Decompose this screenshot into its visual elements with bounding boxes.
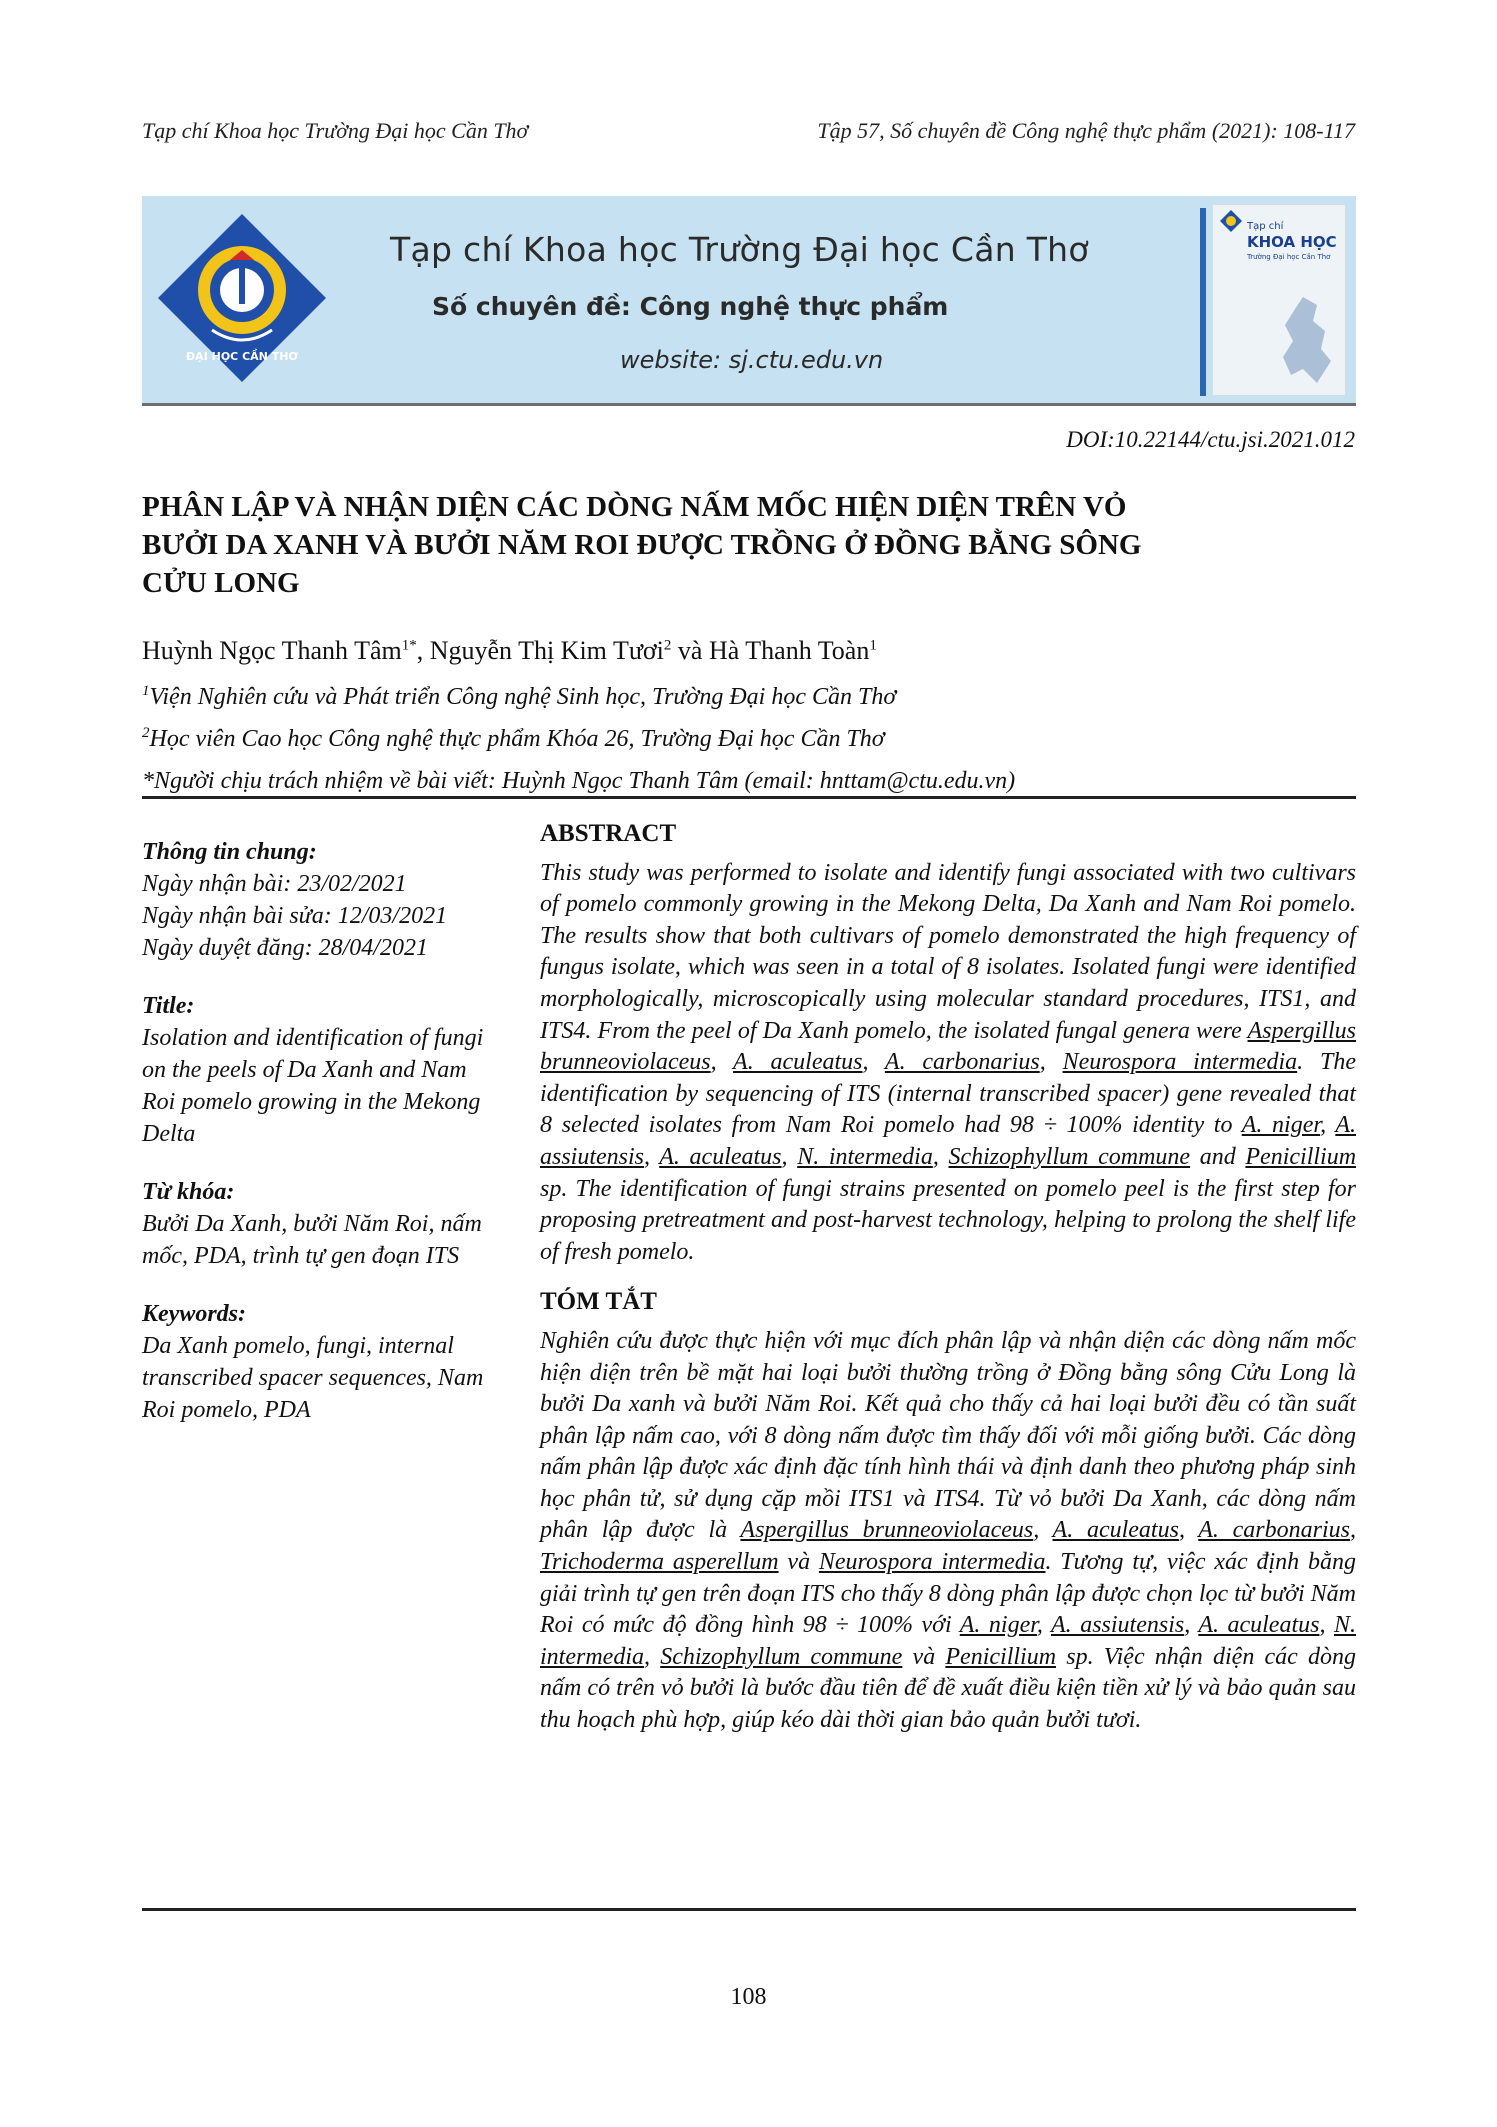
cover-logo-icon <box>1219 209 1243 233</box>
affiliation-1-text: Viện Nghiên cứu và Phát triển Công nghệ Sinh học, Trường Đại học Cần Thơ <box>149 684 897 710</box>
species-name: Aspergillus brunneoviolaceus <box>540 1017 1356 1076</box>
tomtat-heading: TÓM TẮT <box>540 1288 657 1316</box>
title-line-1: PHÂN LẬP VÀ NHẬN DIỆN CÁC DÒNG NẤM MỐC HIỆN DIỆN TRÊN VỎ <box>142 491 1127 523</box>
title-line-2: BƯỞI DA XANH VÀ BƯỞI NĂM ROI ĐƯỢC TRỒNG Ở ĐỒNG BẰNG SÔNG <box>142 529 1142 561</box>
author-separator: và <box>671 636 709 665</box>
author-2-sup: 2 <box>663 637 672 654</box>
cover-map-icon <box>1273 295 1337 385</box>
author-separator: , <box>416 636 430 665</box>
english-title-text: Isolation and identification of fungi on the peels of Da Xanh and Nam Roi pomelo growing in the Mekong Delta <box>142 1025 484 1147</box>
date-received: Ngày nhận bài: 23/02/2021 <box>142 871 407 897</box>
affiliation-2-text: Học viên Cao học Công nghệ thực phẩm Khóa 26, Trường Đại học Cần Thơ <box>149 726 885 752</box>
species-name: A. carbonarius <box>1198 1517 1350 1544</box>
author-1: Huỳnh Ngọc Thanh Tâm <box>142 636 402 665</box>
date-accepted: Ngày duyệt đăng: 28/04/2021 <box>142 935 428 961</box>
affiliation-1-sup: 1 <box>142 683 150 699</box>
species-name: Trichoderma asperellum <box>540 1549 779 1576</box>
species-name: Schizophyllum commune <box>948 1143 1191 1170</box>
page-number: 108 <box>730 1984 767 2010</box>
author-3: Hà Thanh Toàn <box>708 636 870 665</box>
cover-line-text: Trường Đại học Cần Thơ <box>1247 253 1331 261</box>
author-3-sup: 1 <box>869 637 877 654</box>
date-revised: Ngày nhận bài sửa: 12/03/2021 <box>142 903 448 929</box>
abstract-heading: ABSTRACT <box>540 820 677 847</box>
tomtat-body: Nghiên cứu được thực hiện với mục đích phân lập và nhận diện các dòng nấm mốc hiện diện trên bề mặt hai loại bưởi thường trồng ở Đồng bằng sông Cửu Long là bưởi Da xanh và bưởi Năm Roi. Kết quả cho thấy cả hai loại bưởi đều có tần suất phân lập nấm cao, với 8 dòng nấm được tìm thấy đối với mỗi giống bưởi. Các dòng nấm phân lập được xác định đặc tính hình thái và định danh theo phương pháp sinh học phân tử, sử dụng cặp mồi ITS1 và ITS4. Từ vỏ bưởi Da Xanh, các dòng nấm phân lập được là Aspergillus brunneoviolaceus, A. aculeatus, A. carbonarius, Trichoderma asperellum và Neurospora intermedia. Tương tự, việc xác định bằng giải trình tự gen trên đoạn ITS cho thấy 8 dòng phân lập được chọn lọc từ bưởi Năm Roi có mức độ đồng hình 98 ÷ 100% với A. niger, A. assiutensis, A. aculeatus, N. intermedia, Schizophyllum commune và Penicillium sp. Việc nhận diện các dòng nấm có trên vỏ bưởi là bước đầu tiên để đề xuất điều kiện tiền xử lý và bảo quản sau thu hoạch phù hợp, giúp kéo dài thời gian bảo quản bưởi tươi. <box>540 1327 1357 1734</box>
species-name: A. aculeatus <box>1052 1517 1179 1544</box>
journal-cover-thumbnail <box>1212 204 1346 396</box>
keywords-en-heading: Keywords: <box>142 1301 246 1327</box>
author-list <box>142 636 877 666</box>
cover-small-text: Tạp chí <box>1247 221 1284 232</box>
species-name: Penicillium <box>945 1643 1057 1670</box>
species-name: A. aculeatus <box>1198 1612 1320 1639</box>
species-name: A. aculeatus <box>659 1143 782 1170</box>
english-title-heading: Title: <box>142 993 195 1019</box>
species-name: A. niger <box>1241 1112 1321 1139</box>
doi: DOI:10.22144/ctu.jsi.2021.012 <box>1066 427 1355 452</box>
abstract-column <box>540 818 1356 1737</box>
journal-banner <box>142 196 1356 406</box>
university-logo-icon <box>154 210 330 386</box>
divider <box>142 1908 1356 1911</box>
cover-title-text: KHOA HỌC <box>1247 233 1337 251</box>
info-heading: Thông tin chung: <box>142 839 317 865</box>
species-name: N. intermedia <box>540 1612 1356 1670</box>
banner-accent-bar <box>1200 208 1206 396</box>
species-name: A. assiutensis <box>1051 1612 1185 1639</box>
species-name: Aspergillus brunneoviolaceus <box>740 1517 1034 1544</box>
banner-website: website: sj.ctu.edu.vn <box>620 346 884 374</box>
species-name: A. aculeatus <box>733 1049 863 1076</box>
species-name: Penicillium <box>1245 1143 1357 1170</box>
species-name: A. carbonarius <box>884 1049 1040 1076</box>
affiliation-1 <box>142 683 896 711</box>
banner-title: Tạp chí Khoa học Trường Đại học Cần Thơ <box>390 230 1089 269</box>
affiliation-2-sup: 2 <box>142 725 150 741</box>
author-1-sup: 1* <box>401 637 417 654</box>
article-title <box>142 488 1342 602</box>
divider <box>142 796 1356 799</box>
keywords-vn-heading: Từ khóa: <box>142 1179 235 1205</box>
running-header-issue: Tập 57, Số chuyên đề Công nghệ thực phẩm (2021): 108-117 <box>817 118 1355 143</box>
article-info-column <box>142 836 487 1426</box>
species-name: Neurospora intermedia <box>1062 1049 1298 1076</box>
species-name: A. assiutensis <box>540 1112 1356 1170</box>
species-name: Neurospora intermedia <box>818 1549 1046 1576</box>
species-name: N. intermedia <box>797 1143 933 1170</box>
title-line-3: CỬU LONG <box>142 567 300 599</box>
author-2: Nguyễn Thị Kim Tươi <box>429 636 664 665</box>
abstract-body: This study was performed to isolate and identify fungi associated with two cultivars of pomelo commonly growing in the Mekong Delta, Da Xanh and Nam Roi pomelo. The results show that both cultivars of pomelo demonstrated the high frequency of fungus isolate, which was seen in a total of 8 isolates. Isolated fungi were identified morphologically, microscopically using molecular standard procedures, ITS1, and ITS4. From the peel of Da Xanh pomelo, the isolated fungal genera were Aspergillus brunneoviolaceus, A. aculeatus, A. carbonarius, Neurospora intermedia. The identification by sequencing of ITS (internal transcribed spacer) gene revealed that 8 selected isolates from Nam Roi pomelo had 98 ÷ 100% identity to A. niger, A. assiutensis, A. aculeatus, N. intermedia, Schizophyllum commune and Penicillium sp. The identification of fungi strains presented on pomelo peel is the first step for proposing pretreatment and post-harvest technology, helping to prolong the shelf life of fresh pomelo. <box>540 859 1357 1265</box>
affiliation-2 <box>142 725 885 753</box>
running-header-journal: Tạp chí Khoa học Trường Đại học Cần Thơ <box>142 118 529 143</box>
keywords-en: Da Xanh pomelo, fungi, internal transcribed spacer sequences, Nam Roi pomelo, PDA <box>142 1333 484 1423</box>
species-name: Schizophyllum commune <box>660 1643 903 1670</box>
logo-text: ĐẠI HỌC CẦN THƠ <box>185 350 299 363</box>
species-name: A. niger <box>959 1612 1037 1639</box>
corresponding-author: *Người chịu trách nhiệm về bài viết: Huỳnh Ngọc Thanh Tâm (email: hnttam@ctu.edu.vn) <box>142 768 1016 794</box>
keywords-vn: Bưởi Da Xanh, bưởi Năm Roi, nấm mốc, PDA, trình tự gen đoạn ITS <box>142 1211 482 1269</box>
banner-subtitle: Số chuyên đề: Công nghệ thực phẩm <box>432 292 949 321</box>
